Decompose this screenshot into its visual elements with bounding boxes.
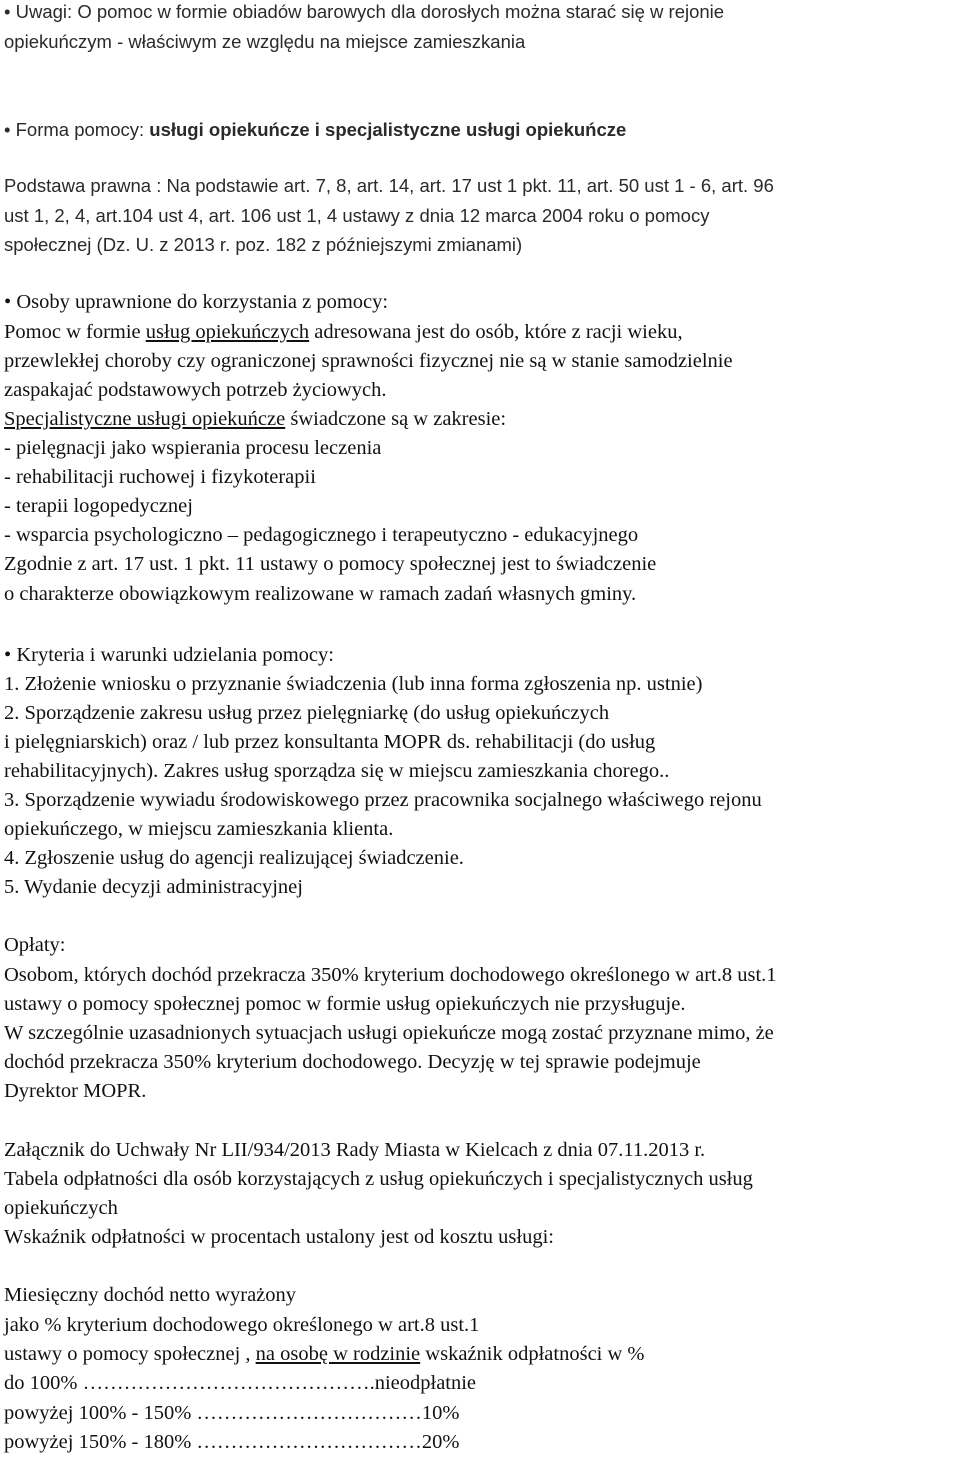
zakres-item: - rehabilitacji ruchowej i fizykoterapii	[4, 466, 316, 488]
oplaty-line: Osobom, których dochód przekracza 350% kryterium dochodowego określonego w art.8 ust.1	[4, 964, 777, 986]
kryteria-line: opiekuńczego, w miejscu zamieszkania klienta.	[4, 818, 394, 840]
zakres-item: - wsparcia psychologiczno – pedagogicznego i terapeutyczno - edukacyjnego	[4, 524, 639, 546]
kryteria-line: 3. Sporządzenie wywiadu środowiskowego przez pracownika socjalnego właściwego rejonu	[4, 789, 762, 811]
kryteria-line: i pielęgniarskich) oraz / lub przez konsultanta MOPR ds. rehabilitacji (do usług	[4, 731, 656, 753]
forma-line: • Forma pomocy: usługi opiekuńcze i specjalistyczne usługi opiekuńcze	[4, 119, 627, 140]
podstawa-line-3: społecznej (Dz. U. z 2013 r. poz. 182 z późniejszymi zmianami)	[4, 234, 523, 255]
bullet: •	[4, 119, 16, 140]
osoby-line-3: zaspakajać podstawowych potrzeb życiowych.	[4, 379, 387, 401]
oplaty-line: Dyrektor MOPR.	[4, 1080, 147, 1102]
kryteria-heading: • Kryteria i warunki udzielania pomocy:	[4, 644, 334, 666]
osoby-heading: • Osoby uprawnione do korzystania z pomocy:	[4, 291, 389, 313]
bullet: •	[4, 1, 16, 22]
note-line-2: opiekuńczym - właściwym ze względu na miejsce zamieszkania	[4, 31, 526, 52]
na-osobe-w-rodzinie-link[interactable]: na osobę w rodzinie	[255, 1343, 421, 1365]
zalacznik-line-2: Tabela odpłatności dla osób korzystających z usług opiekuńczych i specjalistycznych usług	[4, 1168, 753, 1190]
zakres-item: - pielęgnacji jako wspierania procesu leczenia	[4, 437, 382, 459]
tabela-row: powyżej 150% - 180% ……………………………20%	[4, 1431, 460, 1453]
kryteria-line: 2. Sporządzenie zakresu usług przez pielęgniarkę (do usług opiekuńczych	[4, 702, 610, 724]
oplaty-line: ustawy o pomocy społecznej pomoc w formie usług opiekuńczych nie przysługuje.	[4, 993, 686, 1015]
zalacznik-line-3: opiekuńczych	[4, 1197, 118, 1219]
zalacznik-line-4: Wskaźnik odpłatności w procentach ustalony jest od kosztu usługi:	[4, 1226, 554, 1248]
kryteria-line: 4. Zgłoszenie usług do agencji realizującej świadczenie.	[4, 847, 464, 869]
kryteria-line: 1. Złożenie wniosku o przyznanie świadczenia (lub inna forma zgłoszenia np. ustnie)	[4, 673, 703, 695]
zgodnie-line-2: o charakterze obowiązkowym realizowane w ramach zadań własnych gminy.	[4, 583, 637, 605]
oplaty-line: W szczególnie uzasadnionych sytuacjach usługi opiekuńcze mogą zostać przyznane mimo, że	[4, 1022, 774, 1044]
kryteria-line: 5. Wydanie decyzji administracyjnej	[4, 876, 303, 898]
forma-bold: usługi opiekuńcze i specjalistyczne usługi opiekuńcze	[149, 119, 627, 140]
osoby-line-1: Pomoc w formie usług opiekuńczych adresowana jest do osób, które z racji wieku,	[4, 321, 683, 343]
oplaty-heading: Opłaty:	[4, 934, 66, 956]
tabela-row: do 100% …………………………………….nieodpłatnie	[4, 1372, 477, 1394]
specjalistyczne-uslugi-link[interactable]: Specjalistyczne usługi opiekuńcze	[4, 408, 286, 430]
uslugi-opiekuncze-link[interactable]: usług opiekuńczych	[145, 321, 310, 343]
podstawa-line-1: Podstawa prawna : Na podstawie art. 7, 8, art. 14, art. 17 ust 1 pkt. 11, art. 50 ust 1 - 6, art. 96	[4, 175, 774, 196]
osoby-line-2: przewlekłej choroby czy ograniczonej sprawności fizycznej nie są w stanie samodzielnie	[4, 350, 733, 372]
zalacznik-line-1: Załącznik do Uchwały Nr LII/934/2013 Rady Miasta w Kielcach z dnia 07.11.2013 r.	[4, 1139, 706, 1161]
tabela-line-1: Miesięczny dochód netto wyrażony	[4, 1284, 297, 1306]
kryteria-line: rehabilitacyjnych). Zakres usług sporządza się w miejscu zamieszkania chorego..	[4, 760, 670, 782]
specjalistyczne-line: Specjalistyczne usługi opiekuńcze świadczone są w zakresie:	[4, 408, 507, 430]
zakres-item: - terapii logopedycznej	[4, 495, 193, 517]
tabela-line-3: ustawy o pomocy społecznej , na osobę w rodzinie wskaźnik odpłatności w %	[4, 1343, 645, 1365]
bullet: •	[4, 644, 17, 666]
oplaty-line: dochód przekracza 350% kryterium dochodowego. Decyzję w tej sprawie podejmuje	[4, 1051, 701, 1073]
bullet: •	[4, 291, 17, 313]
note-line-1: • Uwagi: O pomoc w formie obiadów barowych dla dorosłych można starać się w rejonie	[4, 1, 725, 22]
tabela-line-2: jako % kryterium dochodowego określonego w art.8 ust.1	[4, 1314, 480, 1336]
tabela-row: powyżej 100% - 150% ……………………………10%	[4, 1402, 460, 1424]
zgodnie-line-1: Zgodnie z art. 17 ust. 1 pkt. 11 ustawy o pomocy społecznej jest to świadczenie	[4, 553, 657, 575]
podstawa-line-2: ust 1, 2, 4, art.104 ust 4, art. 106 ust 1, 4 ustawy z dnia 12 marca 2004 roku o pomocy	[4, 205, 710, 226]
